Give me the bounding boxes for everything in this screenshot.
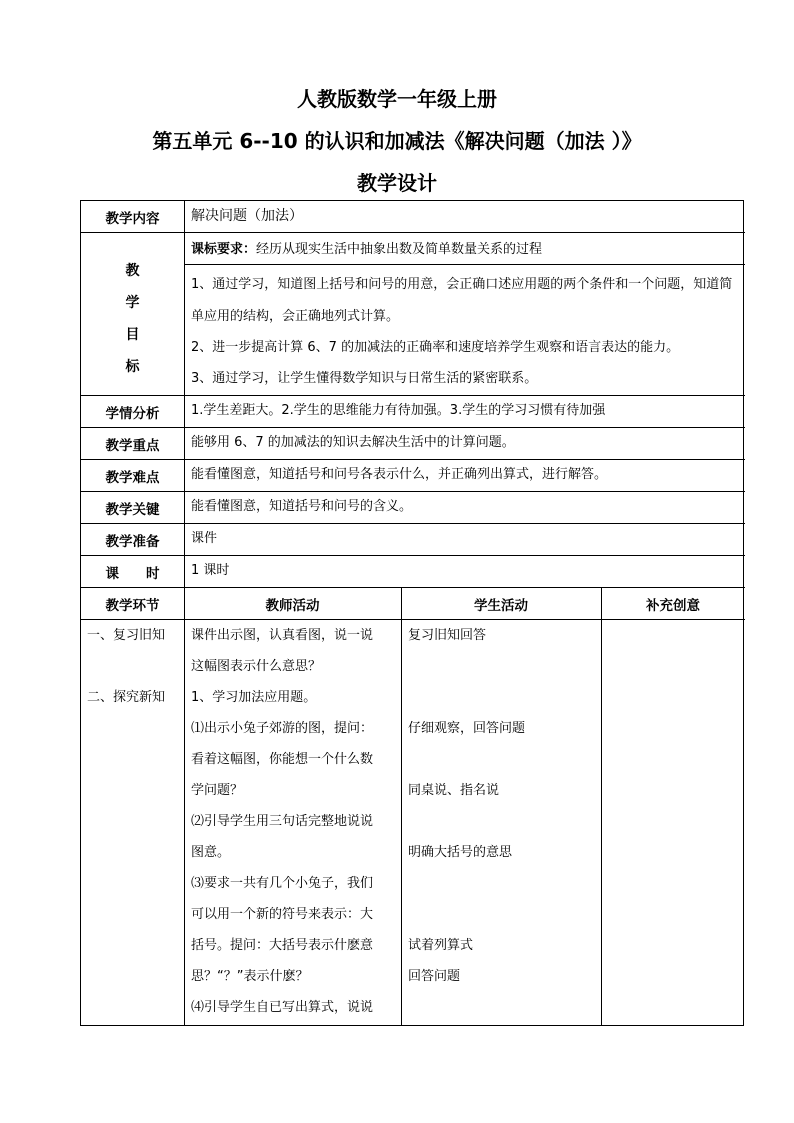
curriculum-standard-text: 经历从现实生活中抽象出数及简单数量关系的过程 — [256, 242, 543, 257]
analysis-label: 学情分析 — [105, 406, 160, 422]
goals-label — [81, 255, 184, 383]
goal-item-1: 1、通过学习，知道图上括号和问号的用意，会正确口述应用题的两个条件和一个问题，知道简单应用的结构，会正确地列式计算。 — [191, 277, 733, 324]
goals-label-char: 标 — [125, 359, 140, 375]
row-divider — [81, 491, 745, 492]
goal-item-2: 2、进一步提高计算 6、7 的加减法的正确率和速度培养学生观察和语言表达的能力。 — [191, 340, 680, 355]
student-line: 回答问题 — [408, 969, 461, 984]
teacher-line: 思？“？”表示什麽？ — [191, 969, 309, 984]
teacher-line: 图意。 — [191, 845, 231, 860]
goals-label-char: 目 — [125, 327, 140, 343]
teacher-line: ⑵引导学生用三句话完整地说说 — [191, 814, 374, 829]
title-line-3: 教学设计 — [357, 171, 437, 195]
key-point-value: 能够用 6、7 的加减法的知识去解决生活中的计算问题。 — [191, 435, 515, 450]
title-line-1: 人教版数学一年级上册 — [297, 87, 497, 111]
student-line — [408, 682, 598, 713]
period-label: 课 时 — [105, 566, 160, 582]
preparation-label: 教学准备 — [105, 534, 160, 550]
goals-label-char: 教 — [125, 263, 140, 279]
teacher-line: 学问题？ — [191, 783, 244, 798]
stage-review: 一、复习旧知 — [87, 628, 166, 643]
stage-explore: 二、探究新知 — [87, 690, 166, 705]
col-divider — [401, 587, 402, 1025]
student-activity — [408, 620, 598, 1023]
student-line — [408, 899, 598, 930]
teacher-line: 看着这幅图，你能想一个什么数 — [191, 752, 374, 767]
row-divider — [81, 555, 745, 556]
content-label: 教学内容 — [105, 211, 160, 227]
goal-item-3: 3、通过学习，让学生懂得数学知识与日常生活的紧密联系。 — [191, 371, 538, 386]
row-divider — [81, 232, 745, 233]
student-line — [408, 806, 598, 837]
row-divider — [81, 587, 745, 588]
student-line: 同桌说、指名说 — [408, 783, 500, 798]
student-line: 试着列算式 — [408, 938, 474, 953]
student-line — [408, 651, 598, 682]
row-divider — [184, 264, 745, 265]
critical-value: 能看懂图意，知道括号和问号的含义。 — [191, 499, 413, 514]
teacher-line: 1、学习加法应用题。 — [191, 690, 317, 705]
teacher-line: 括号。提问：大括号表示什麽意 — [191, 938, 374, 953]
lesson-plan-table — [80, 200, 744, 1026]
teacher-line: 课件出示图，认真看图，说一说 — [191, 628, 374, 643]
teacher-line: ⑷引导学生自已写出算式，说说 — [191, 1000, 374, 1015]
teacher-activity-header: 教师活动 — [265, 598, 320, 614]
curriculum-standard — [191, 241, 542, 259]
creative-notes-header: 补充创意 — [646, 598, 700, 614]
student-line: 明确大括号的意思 — [408, 845, 513, 860]
preparation-value: 课件 — [191, 531, 218, 546]
teacher-activity — [191, 620, 399, 1023]
period-value: 1 课时 — [191, 563, 230, 578]
content-value: 解决问题（加法） — [191, 208, 303, 224]
student-line: 复习旧知回答 — [408, 628, 487, 643]
teacher-line: 可以用一个新的符号来表示：大 — [191, 907, 374, 922]
student-line — [408, 992, 598, 1023]
row-divider — [81, 427, 745, 428]
key-point-label: 教学重点 — [105, 438, 160, 454]
student-line: 仔细观察，回答问题 — [408, 721, 526, 736]
difficulty-value: 能看懂图意，知道括号和问号各表示什么，并正确列出算式，进行解答。 — [191, 467, 608, 482]
goals-label-char: 学 — [125, 295, 140, 311]
title-line-2: 第五单元 6--10 的认识和加减法《解决问题（加法 ）》 — [152, 129, 642, 153]
row-divider — [81, 459, 745, 460]
row-divider — [81, 395, 745, 396]
stage-header: 教学环节 — [105, 598, 160, 614]
row-divider — [81, 523, 745, 524]
col-divider — [601, 587, 602, 1025]
teacher-line: 这幅图表示什么意思？ — [191, 659, 322, 674]
critical-label: 教学关键 — [105, 502, 160, 518]
student-line — [408, 744, 598, 775]
difficulty-label: 教学难点 — [105, 470, 160, 486]
student-activity-header: 学生活动 — [474, 598, 528, 614]
student-line — [408, 868, 598, 899]
teacher-line: ⑴出示小兔子郊游的图，提问： — [191, 721, 374, 736]
analysis-value: 1.学生差距大。2.学生的思维能力有待加强。3.学生的学习习惯有待加强 — [191, 403, 606, 418]
teacher-line: ⑶要求一共有几个小兔子，我们 — [191, 876, 374, 891]
curriculum-standard-label: 课标要求： — [191, 242, 257, 257]
